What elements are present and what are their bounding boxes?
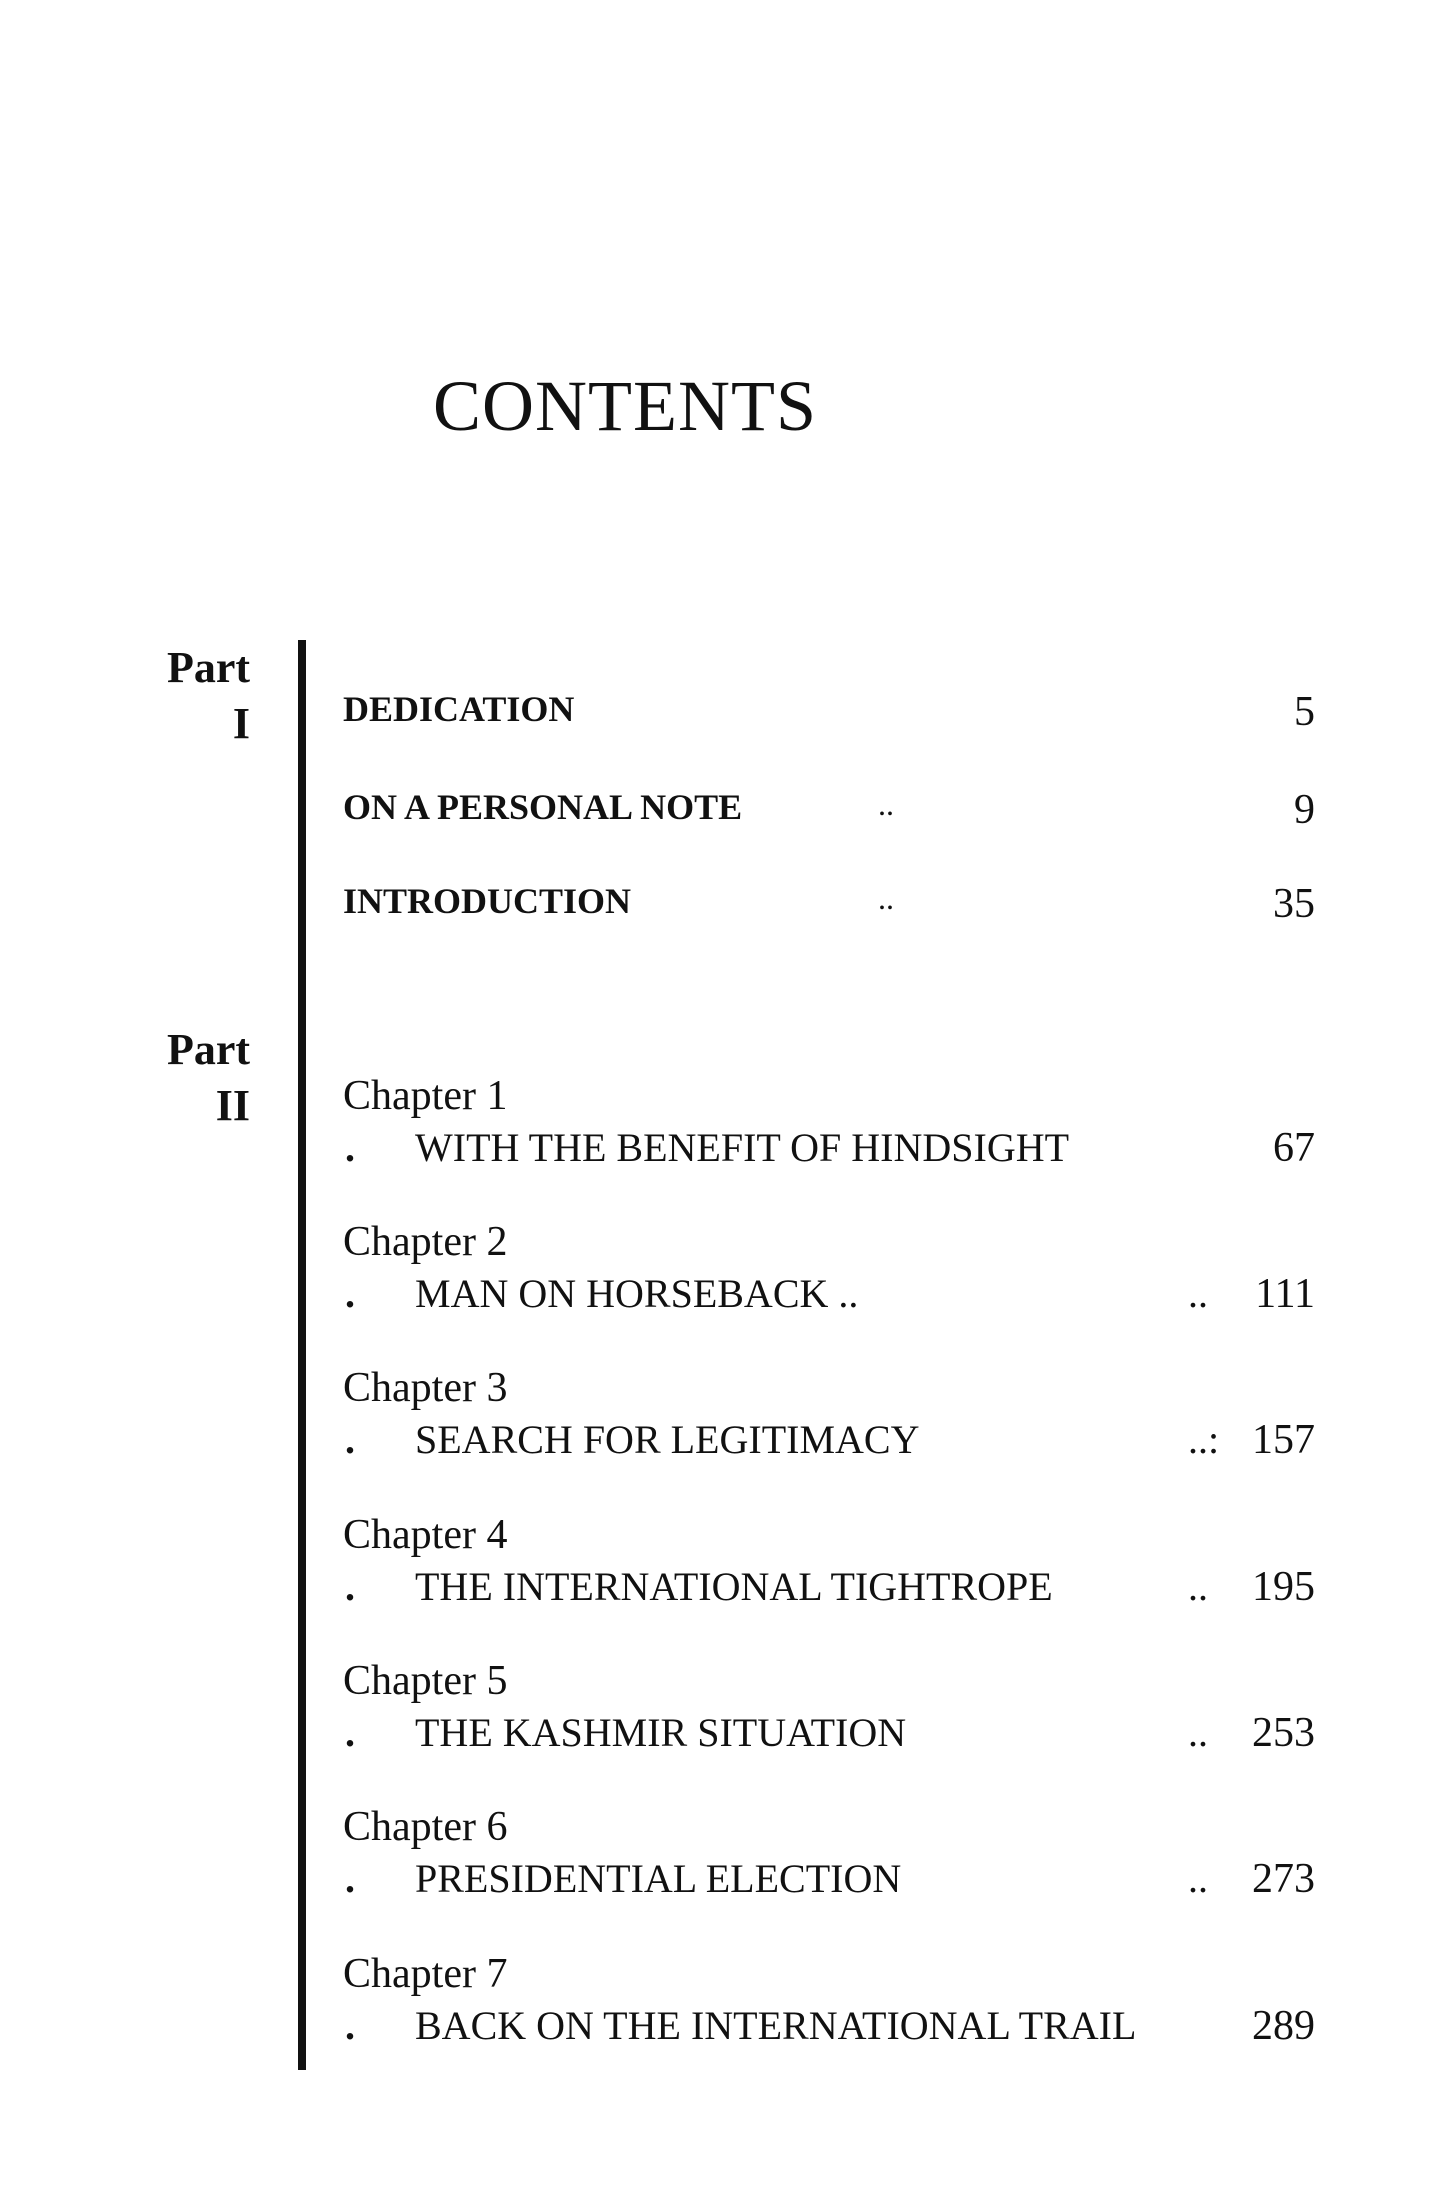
dot-leader: .. (1188, 1710, 1208, 1755)
entry-title: ON A PERSONAL NOTE (343, 787, 743, 827)
bullet: . (345, 1125, 355, 1170)
part-label-2 (140, 1022, 250, 1134)
bullet: . (345, 1856, 355, 1901)
part-numeral: I (232, 699, 250, 748)
part-label-1 (140, 640, 250, 752)
page-number: 35 (1273, 881, 1315, 927)
dot-leader: .. (1188, 1856, 1208, 1901)
chapter-label: Chapter 2 (343, 1219, 508, 1265)
page-number: 5 (1294, 689, 1315, 735)
entry-title: INTRODUCTION (343, 881, 632, 921)
bullet: . (345, 1710, 355, 1755)
part-word: Part (166, 1025, 250, 1074)
chapter-title: WITH THE BENEFIT OF HINDSIGHT (415, 1125, 1070, 1170)
chapter-title: PRESIDENTIAL ELECTION (415, 1856, 902, 1901)
page-number: 157 (1252, 1417, 1315, 1463)
bullet: . (345, 2003, 355, 2048)
page-number: 67 (1273, 1125, 1315, 1171)
page-number: 273 (1252, 1856, 1315, 1902)
dot-leader: .. (878, 880, 894, 916)
dot-leader: .. (1188, 1271, 1208, 1316)
bullet: . (345, 1271, 355, 1316)
entry-title: DEDICATION (343, 689, 575, 729)
chapter-title: THE INTERNATIONAL TIGHTROPE (415, 1564, 1053, 1609)
chapter-title: THE KASHMIR SITUATION (415, 1710, 907, 1755)
page-number: 111 (1255, 1271, 1315, 1317)
chapter-label: Chapter 4 (343, 1512, 508, 1558)
dot-leader: ..: (1188, 1417, 1220, 1462)
chapter-label: Chapter 3 (343, 1365, 508, 1411)
chapter-label: Chapter 5 (343, 1658, 508, 1704)
dot-leader: .. (1188, 1564, 1208, 1609)
page-number: 9 (1294, 787, 1315, 833)
dot-leader: .. (878, 786, 894, 822)
chapter-label: Chapter 6 (343, 1804, 508, 1850)
bullet: . (345, 1564, 355, 1609)
page-number: 253 (1252, 1710, 1315, 1756)
chapter-label: Chapter 7 (343, 1951, 508, 1997)
part-numeral: II (215, 1081, 250, 1130)
chapter-title: BACK ON THE INTERNATIONAL TRAIL (415, 2003, 1137, 2048)
vertical-divider (298, 640, 306, 2070)
page-number: 195 (1252, 1564, 1315, 1610)
chapter-title: SEARCH FOR LEGITIMACY (415, 1417, 920, 1462)
page-title: CONTENTS (433, 366, 817, 446)
bullet: . (345, 1417, 355, 1462)
chapter-title: MAN ON HORSEBACK .. (415, 1271, 859, 1316)
page-number: 289 (1252, 2003, 1315, 2049)
chapter-label: Chapter 1 (343, 1073, 508, 1119)
part-word: Part (166, 643, 250, 692)
